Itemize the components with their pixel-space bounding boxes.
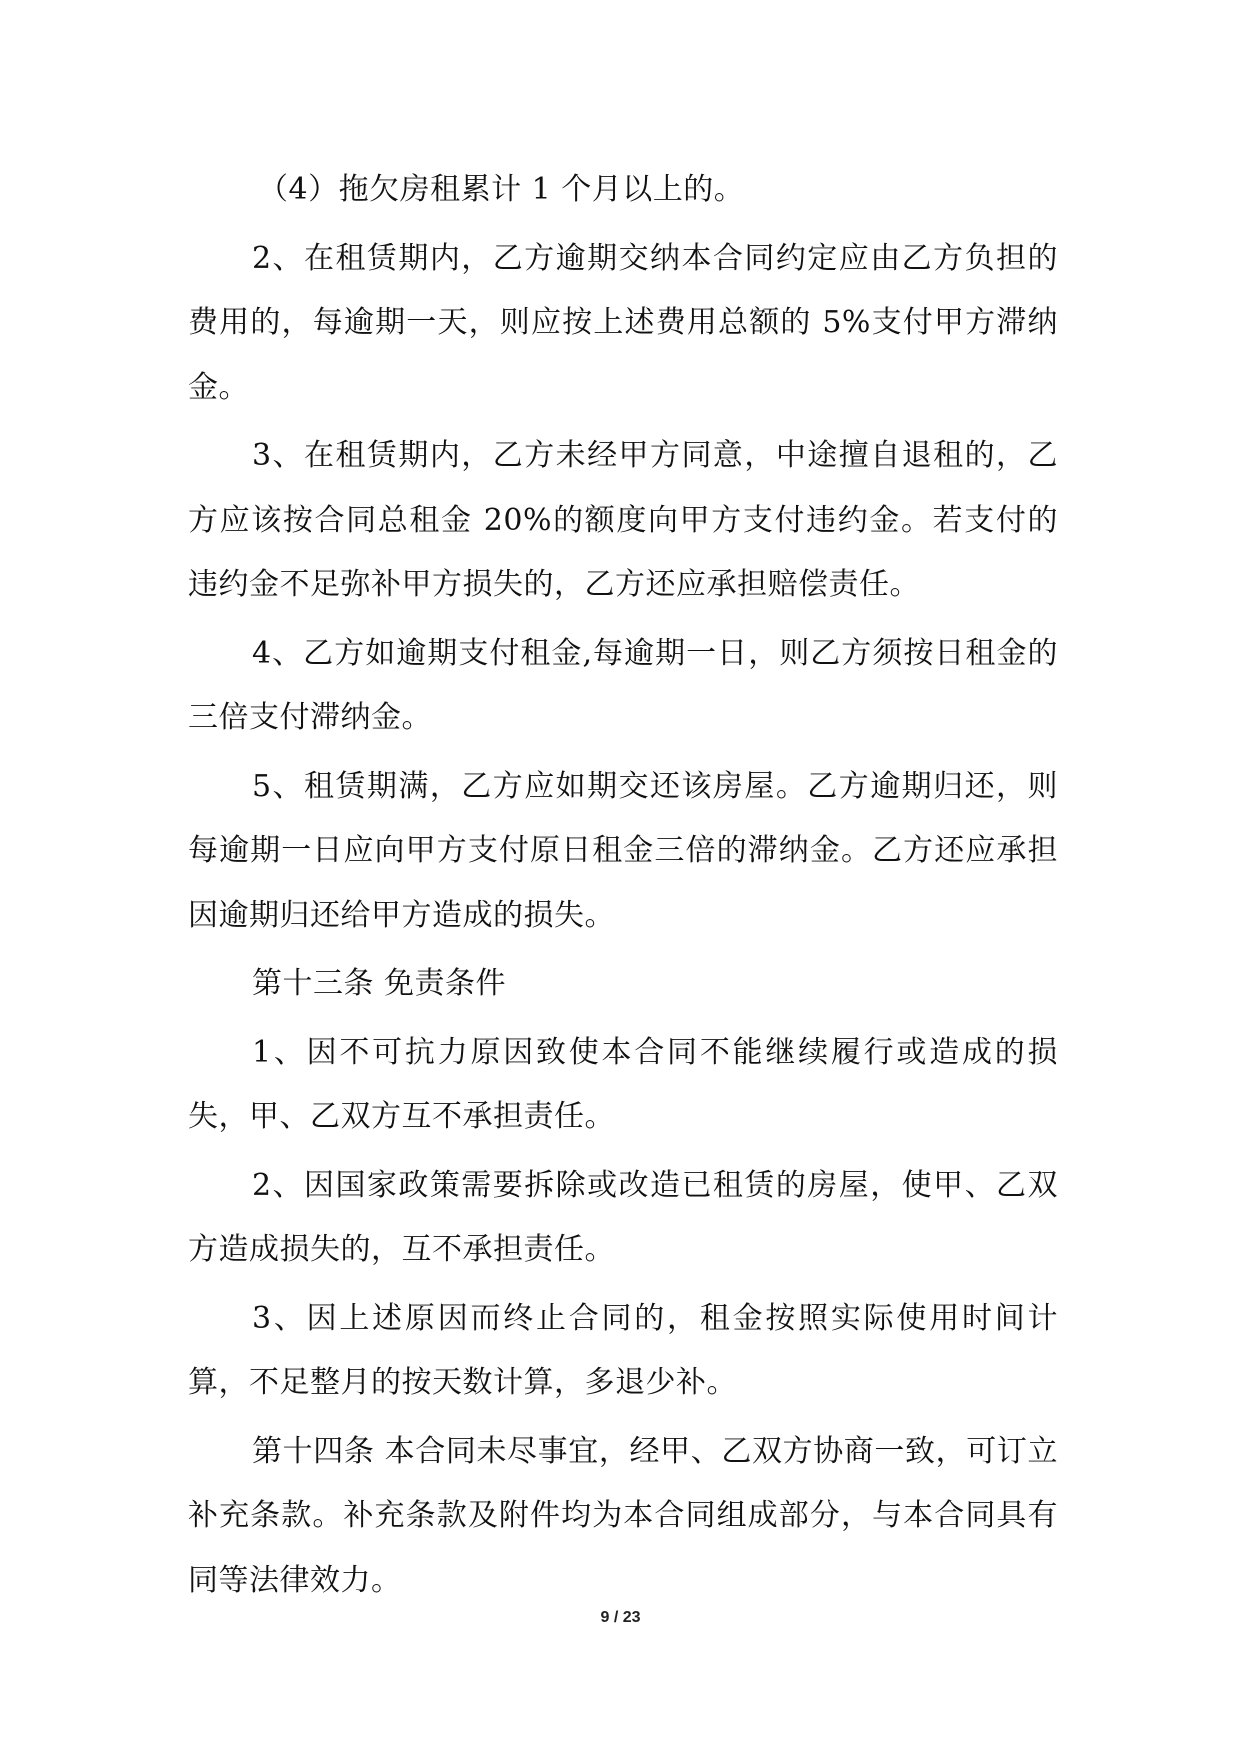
document-body bbox=[188, 158, 1058, 1617]
article-13-heading: 第十三条 免责条件 bbox=[252, 966, 507, 1001]
clause-late-rent-payment: 4、乙方如逾期支付租金,每逾期一日，则乙方须按日租金的三倍支付滞纳金。 bbox=[188, 635, 1058, 735]
clause-force-majeure: 1、因不可抗力原因致使本合同不能继续履行或造成的损失，甲、乙双方互不承担责任。 bbox=[188, 1034, 1058, 1134]
clause-early-termination-penalty: 3、在租赁期内，乙方未经甲方同意，中途擅自退租的，乙方应该按合同总租金 20%的额度向甲方支付违约金。若支付的违约金不足弥补甲方损失的，乙方还应承担赔偿责任。 bbox=[188, 438, 1058, 602]
clause-item-4-overdue-rent: （4）拖欠房租累计 1 个月以上的。 bbox=[258, 172, 745, 207]
clause-lease-expiry-return: 5、租赁期满，乙方应如期交还该房屋。乙方逾期归还，则每逾期一日应向甲方支付原日租金三倍的滞纳金。乙方还应承担因逾期归还给甲方造成的损失。 bbox=[188, 768, 1058, 933]
article-14-supplementary-terms: 第十四条 本合同未尽事宜，经甲、乙双方协商一致，可订立补充条款。补充条款及附件均为本合同组成部分，与本合同具有同等法律效力。 bbox=[188, 1433, 1058, 1598]
clause-late-fee-expenses: 2、在租赁期内，乙方逾期交纳本合同约定应由乙方负担的费用的，每逾期一天，则应按上述费用总额的 5%支付甲方滞纳金。 bbox=[188, 240, 1058, 405]
clause-government-policy: 2、因国家政策需要拆除或改造已租赁的房屋，使甲、乙双方造成损失的，互不承担责任。 bbox=[188, 1167, 1058, 1267]
clause-rent-settlement: 3、因上述原因而终止合同的，租金按照实际使用时间计算，不足整月的按天数计算，多退少补。 bbox=[188, 1300, 1058, 1400]
page-number: 9 / 23 bbox=[600, 1609, 641, 1626]
